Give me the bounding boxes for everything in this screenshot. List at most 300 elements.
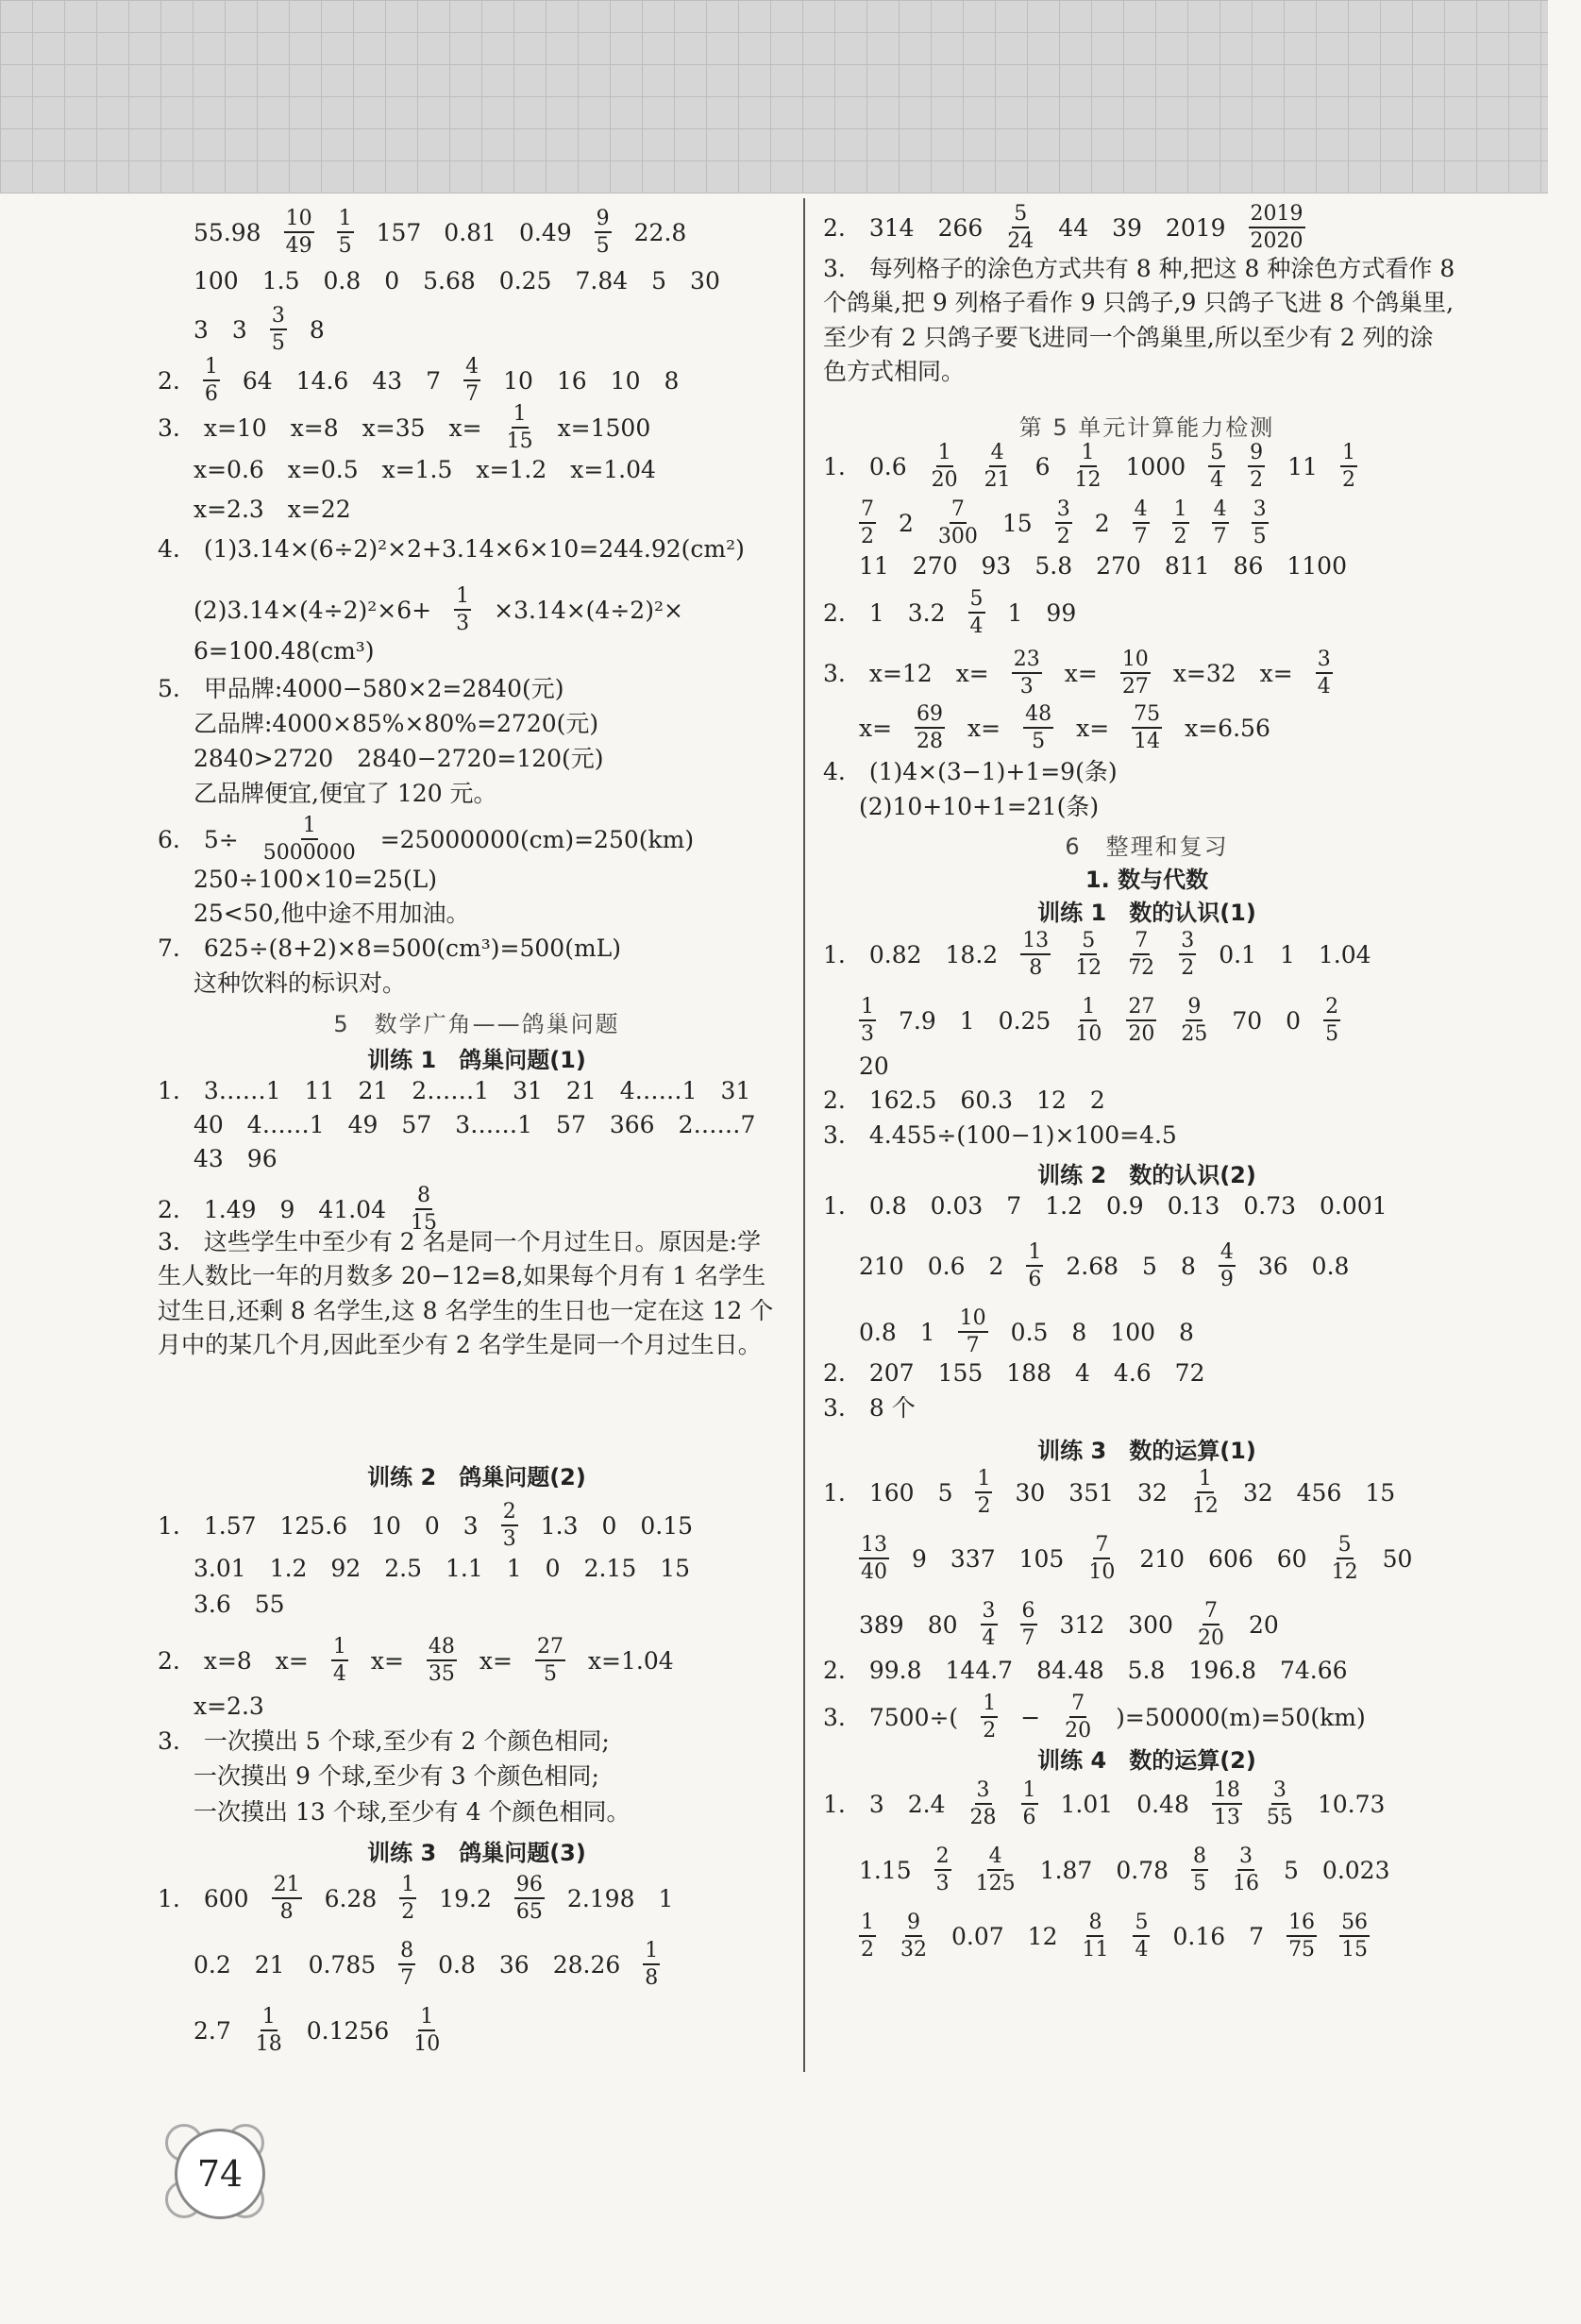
answer-line: [158, 356, 701, 405]
answer-text: 2. x=8 x=: [158, 1646, 309, 1675]
numerator: 5: [1080, 930, 1097, 955]
answer-text: 这种饮料的标识对。: [193, 969, 407, 997]
denominator: 4: [1317, 675, 1331, 699]
numerator: 3: [1252, 498, 1269, 524]
denominator: 5000000: [262, 841, 356, 866]
answer-line: [158, 1636, 697, 1685]
fraction: [284, 208, 314, 257]
numerator: 13: [1020, 930, 1051, 955]
answer-text: 1.15: [859, 1856, 912, 1884]
numerator: 3: [270, 305, 287, 330]
numerator: 1: [981, 1692, 998, 1718]
numerator: 7: [1133, 930, 1150, 955]
numerator: 75: [1132, 703, 1162, 729]
answer-text: 乙品牌便宜,便宜了 120 元。: [193, 780, 497, 807]
denominator: 5: [1325, 1022, 1339, 1047]
answer-line: [823, 1359, 1227, 1385]
fraction: [1063, 1692, 1093, 1742]
fraction: [1191, 1845, 1208, 1895]
answer-text: 0.8 1: [859, 1318, 935, 1346]
fraction: [1023, 703, 1053, 752]
fraction: [1212, 1779, 1242, 1828]
answer-text: 30 351 32: [1015, 1478, 1168, 1507]
answer-text: 2. 314 266: [823, 213, 984, 242]
section-heading: 6 整理和复习: [1065, 834, 1229, 860]
fraction: [968, 1779, 999, 1828]
answer-text: 2: [899, 509, 914, 537]
fraction: [1133, 1911, 1150, 1961]
fraction: [859, 1911, 876, 1961]
fraction: [1086, 1534, 1117, 1583]
answer-text: 312 300: [1059, 1610, 1173, 1639]
fraction: [463, 356, 480, 405]
answer-text: 6: [1034, 452, 1051, 480]
fraction: [1005, 203, 1035, 252]
numerator: 4: [1133, 498, 1150, 524]
numerator: 13: [859, 1534, 889, 1559]
denominator: 5: [543, 1662, 557, 1687]
fraction: [1020, 930, 1051, 979]
answer-text: 0.81: [444, 218, 496, 246]
denominator: 20: [1128, 1022, 1155, 1047]
denominator: 2: [977, 1494, 991, 1519]
answer-line: [193, 496, 374, 521]
fraction: [1179, 930, 1196, 979]
header-grid-band: [0, 0, 1548, 194]
denominator: 15: [506, 429, 533, 454]
answer-text: 2.: [158, 366, 180, 395]
answer-paragraph: 3. 每列格子的涂色方式共有 8 种,把这 8 种涂色方式看作 8 个鸽巢,把 9 列格子看作 9 只鸽子,9 只鸽子飞进 8 个鸽巢里,至少有 2 只鸽子要飞进同一个鸽巢里,所以至少有 2 列的涂色方式相同。: [823, 255, 1455, 385]
denominator: 28: [969, 1806, 997, 1830]
denominator: 12: [1074, 468, 1102, 493]
answer-text: 10.73: [1317, 1790, 1386, 1818]
numerator: 10: [284, 208, 314, 233]
answer-line: [823, 1121, 1200, 1147]
answer-text: 2.7: [193, 2016, 231, 2045]
answer-line: [859, 552, 1370, 578]
denominator: 3: [861, 1022, 874, 1047]
answer-text: 0.16 7: [1172, 1922, 1265, 1950]
fraction: [261, 815, 358, 864]
fraction: [1196, 1600, 1226, 1649]
fraction: [398, 1940, 415, 1989]
answer-text: x=1500: [557, 413, 651, 442]
fraction: [1021, 1779, 1038, 1828]
answer-text: 64 14.6 43 7: [242, 366, 442, 395]
fraction: [254, 2006, 284, 2055]
answer-text: 4. (1)3.14×(6÷2)²×2+3.14×6×10=244.92(cm²): [158, 535, 745, 563]
answer-text: 2840>2720 2840−2720=120(元): [193, 745, 604, 772]
answer-text: 6. 5÷: [158, 825, 239, 853]
answer-line: [193, 780, 520, 805]
fraction: [958, 1307, 988, 1356]
fraction: [454, 585, 471, 634]
fraction: [412, 2006, 442, 2055]
fraction: [1120, 648, 1151, 698]
answer-text: 389 80: [859, 1610, 958, 1639]
fraction: [1316, 648, 1333, 698]
numerator: 16: [1287, 1911, 1317, 1937]
fraction: [1249, 203, 1305, 252]
denominator: 13: [1213, 1806, 1240, 1830]
fraction: [595, 208, 612, 257]
denominator: 12: [1191, 1494, 1219, 1519]
fraction: [535, 1636, 565, 1685]
fraction: [859, 996, 876, 1045]
answer-text: x=: [859, 714, 893, 742]
denominator: 2: [1181, 956, 1195, 981]
answer-text: 3.01 1.2 92 2.5 1.1 1 0 2.15 15: [193, 1555, 691, 1582]
fraction: [899, 1911, 929, 1961]
numerator: 9: [1248, 442, 1265, 467]
answer-text: 2. 1 3.2: [823, 598, 946, 627]
numerator: 4: [1212, 498, 1229, 524]
fraction: [1265, 1779, 1295, 1828]
answer-text: x=: [1076, 714, 1110, 742]
answer-text: 0.07 12: [951, 1922, 1058, 1950]
numerator: 1: [1340, 442, 1357, 467]
fraction: [1179, 996, 1209, 1045]
answer-text: 1. 3 2.4: [823, 1790, 946, 1818]
numerator: 96: [514, 1874, 545, 1899]
numerator: 1: [301, 815, 318, 840]
answer-text: 100 1.5 0.8 0 5.68 0.25 7.84 5 30: [193, 267, 720, 295]
section-heading: 训练 3 数的运算(1): [1037, 1438, 1256, 1464]
numerator: 69: [915, 703, 945, 729]
answer-text: 20: [1248, 1610, 1279, 1639]
answer-line: [859, 996, 1363, 1045]
denominator: 75: [1288, 1938, 1316, 1962]
fraction: [1020, 1600, 1037, 1649]
denominator: 7: [400, 1966, 414, 1991]
denominator: 3: [935, 1872, 950, 1896]
denominator: 3: [502, 1527, 516, 1552]
fraction: [981, 1692, 998, 1742]
denominator: 2: [861, 525, 874, 549]
denominator: 18: [255, 2032, 282, 2057]
numerator: 3: [981, 1600, 998, 1625]
numerator: 1: [975, 1468, 992, 1493]
denominator: 8: [1029, 956, 1043, 981]
answer-line: [823, 648, 1355, 698]
fraction: [1340, 442, 1357, 491]
denominator: 25: [1181, 1022, 1208, 1047]
fraction: [1231, 1845, 1261, 1895]
denominator: 3: [456, 612, 470, 636]
answer-text: 2.68 5 8: [1066, 1252, 1196, 1280]
fraction: [1080, 1911, 1110, 1961]
answer-text: 2. 1.49 9 41.04: [158, 1195, 386, 1223]
denominator: 5: [1193, 1872, 1207, 1896]
denominator: 8: [279, 1900, 294, 1925]
denominator: 20: [1065, 1719, 1092, 1743]
section-heading: 训练 3 鸽巢问题(3): [367, 1840, 586, 1866]
numerator: 1: [1080, 442, 1097, 467]
answer-text: 2. 99.8 144.7 84.48 5.8 196.8 74.66: [823, 1657, 1348, 1684]
numerator: 3: [1055, 498, 1072, 524]
fraction: [915, 703, 945, 752]
answer-text: 3. 7500÷(: [823, 1703, 959, 1731]
numerator: 3: [1179, 930, 1196, 955]
fraction: [1248, 442, 1265, 491]
fraction: [1026, 1241, 1043, 1290]
answer-line: [859, 498, 1291, 547]
numerator: 1: [859, 1911, 876, 1937]
fraction: [1012, 648, 1042, 698]
numerator: 27: [535, 1636, 565, 1661]
answer-text: 3.6 55: [193, 1591, 285, 1618]
answer-text: x=2.3: [193, 1692, 264, 1720]
answer-paragraph: 3. 这些学生中至少有 2 名是同一个月过生日。原因是:学生人数比一年的月数多 20−12=8,如果每个月有 1 名学生过生日,还剩 8 名学生,这 8 名学生的生日也一定在这 12 个月中的某几个月,因此至少有 2 名学生是同一个月过生日。: [158, 1228, 774, 1358]
fraction: [1073, 930, 1103, 979]
answer-line: [158, 1077, 773, 1103]
denominator: 5: [596, 234, 610, 259]
fraction: [975, 1468, 992, 1517]
denominator: 27: [1121, 675, 1149, 699]
answer-text: 250÷100×10=25(L): [193, 866, 438, 893]
answer-line: [193, 1555, 713, 1580]
answer-text: 36 0.8: [1257, 1252, 1350, 1280]
fraction: [1190, 1468, 1220, 1517]
answer-text: 1.87 0.78: [1039, 1856, 1169, 1884]
denominator: 16: [1233, 1872, 1260, 1896]
fraction: [974, 1845, 1018, 1895]
denominator: 2: [983, 1719, 997, 1743]
denominator: 4: [969, 615, 984, 639]
denominator: 5: [1032, 730, 1046, 754]
answer-line: [158, 935, 644, 960]
numerator: 3: [1271, 1779, 1288, 1805]
answer-text: 157: [376, 218, 422, 246]
numerator: 1: [859, 996, 876, 1021]
numerator: 1: [418, 2006, 435, 2031]
numerator: 8: [398, 1940, 415, 1965]
answer-text: 3. x=12 x=: [823, 659, 989, 687]
answer-line: [823, 1657, 1371, 1682]
answer-text: 40 4……1 49 57 3……1 57 366 2……7: [193, 1111, 756, 1138]
numerator: 1: [936, 442, 953, 467]
numerator: 7: [950, 498, 967, 524]
answer-text: 2.198 1: [566, 1884, 674, 1912]
answer-text: 15: [1001, 509, 1033, 537]
answer-line: [823, 1779, 1407, 1828]
answer-line: [193, 637, 397, 663]
fraction: [1126, 930, 1156, 979]
answer-text: x=: [967, 714, 1001, 742]
denominator: 7: [1213, 525, 1227, 549]
answer-line: [158, 1874, 696, 1923]
denominator: 12: [1331, 1560, 1358, 1585]
answer-text: 1. 600: [158, 1884, 249, 1912]
answer-line: [823, 442, 1380, 491]
fraction: [505, 403, 535, 452]
answer-line: [823, 1394, 938, 1420]
fraction: [337, 208, 354, 257]
answer-text: x=0.6 x=0.5 x=1.5 x=1.2 x=1.04: [193, 456, 656, 483]
denominator: 49: [285, 234, 312, 259]
answer-text: 6.28: [324, 1884, 378, 1912]
denominator: 55: [1266, 1806, 1293, 1830]
answer-text: 25<50,他中途不用加油。: [193, 900, 470, 927]
answer-text: 210 606 60: [1139, 1544, 1307, 1573]
denominator: 4: [1210, 468, 1224, 493]
numerator: 23: [1012, 648, 1042, 674]
denominator: 5: [271, 331, 285, 356]
answer-text: 3 3: [193, 315, 247, 344]
denominator: 12: [1075, 956, 1102, 981]
numerator: 2: [934, 1845, 951, 1871]
denominator: 4: [982, 1626, 996, 1651]
numerator: 3: [1237, 1845, 1254, 1871]
answer-line: [859, 1911, 1392, 1961]
denominator: 21: [984, 468, 1011, 493]
answer-text: 乙品牌:4000×85%×80%=2720(元): [193, 710, 599, 737]
numerator: 56: [1339, 1911, 1370, 1937]
denominator: 5: [338, 234, 352, 259]
fraction: [936, 498, 980, 547]
numerator: 1: [454, 585, 471, 611]
answer-text: 1. 0.6: [823, 452, 907, 480]
numerator: 7: [1069, 1692, 1086, 1718]
section-heading: 5 数学广角——鸽巢问题: [333, 1011, 620, 1037]
answer-text: 7. 625÷(8+2)×8=500(cm³)=500(mL): [158, 935, 622, 962]
answer-line: [823, 1086, 1128, 1112]
answer-text: 1 99: [1007, 598, 1077, 627]
answer-text: 3. 8 个: [823, 1394, 916, 1422]
fraction: [1339, 1911, 1370, 1961]
fraction: [1208, 442, 1225, 491]
fraction: [1219, 1241, 1236, 1290]
answer-text: 11: [1287, 452, 1318, 480]
numerator: 1: [1197, 1468, 1214, 1493]
fraction: [203, 356, 220, 405]
denominator: 3: [1019, 675, 1034, 699]
denominator: 7: [1134, 525, 1148, 549]
fraction: [1132, 703, 1162, 752]
answer-text: 50: [1382, 1544, 1413, 1573]
answer-line: [158, 675, 587, 700]
denominator: 4: [1135, 1938, 1149, 1962]
denominator: 20: [931, 468, 958, 493]
numerator: 48: [427, 1636, 457, 1661]
fraction: [983, 442, 1013, 491]
answer-text: 4. (1)4×(3−1)+1=9(条): [823, 758, 1118, 785]
answer-line: [193, 710, 621, 735]
answer-line: [158, 1501, 715, 1550]
denominator: 125: [975, 1872, 1016, 1896]
numerator: 3: [1316, 648, 1333, 674]
numerator: 10: [958, 1307, 988, 1333]
numerator: 7: [1093, 1534, 1110, 1559]
answer-text: 55.98: [193, 218, 261, 246]
numerator: 5: [1133, 1911, 1150, 1937]
section-heading: 1. 数与代数: [1085, 867, 1209, 893]
answer-line: [859, 703, 1293, 752]
answer-text: 1. 160 5: [823, 1478, 953, 1507]
numerator: 1: [1080, 996, 1097, 1021]
answer-text: 2. 162.5 60.3 12 2: [823, 1086, 1105, 1114]
fraction: [859, 1534, 889, 1583]
answer-line: [193, 1111, 778, 1137]
answer-text: 1. 1.57 125.6 10 0 3: [158, 1511, 479, 1540]
fraction: [968, 588, 985, 637]
answer-line: [158, 535, 767, 561]
answer-line: [193, 305, 347, 354]
answer-text: 1.01 0.48: [1060, 1790, 1189, 1818]
answer-line: [859, 793, 1121, 818]
answer-line: [193, 866, 460, 891]
answer-text: 70 0: [1232, 1006, 1302, 1035]
fraction: [1055, 498, 1072, 547]
section-heading: 第 5 单元计算能力检测: [1018, 414, 1275, 441]
answer-text: 0.8 36 28.26: [438, 1950, 621, 1979]
fraction: [643, 1940, 660, 1989]
answer-line: [193, 585, 706, 634]
numerator: 9: [595, 208, 612, 233]
answer-text: 20: [859, 1053, 889, 1080]
answer-line: [193, 1591, 308, 1616]
answer-text: x=32 x=: [1172, 659, 1293, 687]
numerator: 5: [1337, 1534, 1354, 1559]
denominator: 65: [515, 1900, 543, 1925]
answer-text: 1.3 0 0.15: [540, 1511, 694, 1540]
answer-text: −: [1020, 1703, 1041, 1731]
answer-text: 19.2: [439, 1884, 492, 1912]
fraction: [1126, 996, 1156, 1045]
section-heading: 训练 1 数的认识(1): [1037, 900, 1256, 926]
answer-text: 210 0.6 2: [859, 1252, 1004, 1280]
answer-line: [158, 403, 673, 452]
answer-text: (2)10+10+1=21(条): [859, 793, 1100, 820]
answer-text: 1. 0.8 0.03 7 1.2 0.9 0.13 0.73 0.001: [823, 1192, 1388, 1220]
answer-line: [193, 456, 679, 481]
fraction: [1073, 996, 1103, 1045]
answer-text: 7.9 1 0.25: [899, 1006, 1051, 1035]
denominator: 7: [1021, 1626, 1035, 1651]
answer-line: [859, 1241, 1371, 1290]
answer-line: [193, 1692, 287, 1718]
fraction: [930, 442, 960, 491]
denominator: 2020: [1250, 229, 1303, 254]
denominator: 28: [917, 730, 944, 754]
answer-text: 1000: [1125, 452, 1186, 480]
answer-text: 0.49: [518, 218, 572, 246]
numerator: 27: [1126, 996, 1156, 1021]
answer-line: [193, 1940, 682, 1989]
section-heading: 训练 2 鸽巢问题(2): [367, 1464, 586, 1490]
answer-text: 6=100.48(cm³): [193, 637, 375, 665]
numerator: 21: [272, 1874, 302, 1899]
numerator: 1: [1021, 1779, 1038, 1805]
answer-line: [193, 1762, 622, 1788]
answer-text: 3. x=10 x=8 x=35 x=: [158, 413, 482, 442]
answer-text: x=1.04: [587, 1646, 674, 1675]
numerator: 1: [261, 2006, 278, 2031]
denominator: 2: [1250, 468, 1264, 493]
denominator: 7: [465, 382, 479, 407]
denominator: 9: [1219, 1268, 1234, 1292]
answer-text: )=50000(m)=50(km): [1116, 1703, 1366, 1731]
denominator: 6: [1022, 1806, 1036, 1830]
fraction: [859, 498, 876, 547]
numerator: 1: [643, 1940, 660, 1965]
answer-line: [859, 1845, 1413, 1895]
answer-line: [823, 1468, 1418, 1517]
answer-line: [193, 208, 709, 257]
fraction: [934, 1845, 951, 1895]
answer-line: [158, 1727, 632, 1753]
answer-text: 一次摸出 9 个球,至少有 3 个颜色相同;: [193, 1762, 599, 1790]
